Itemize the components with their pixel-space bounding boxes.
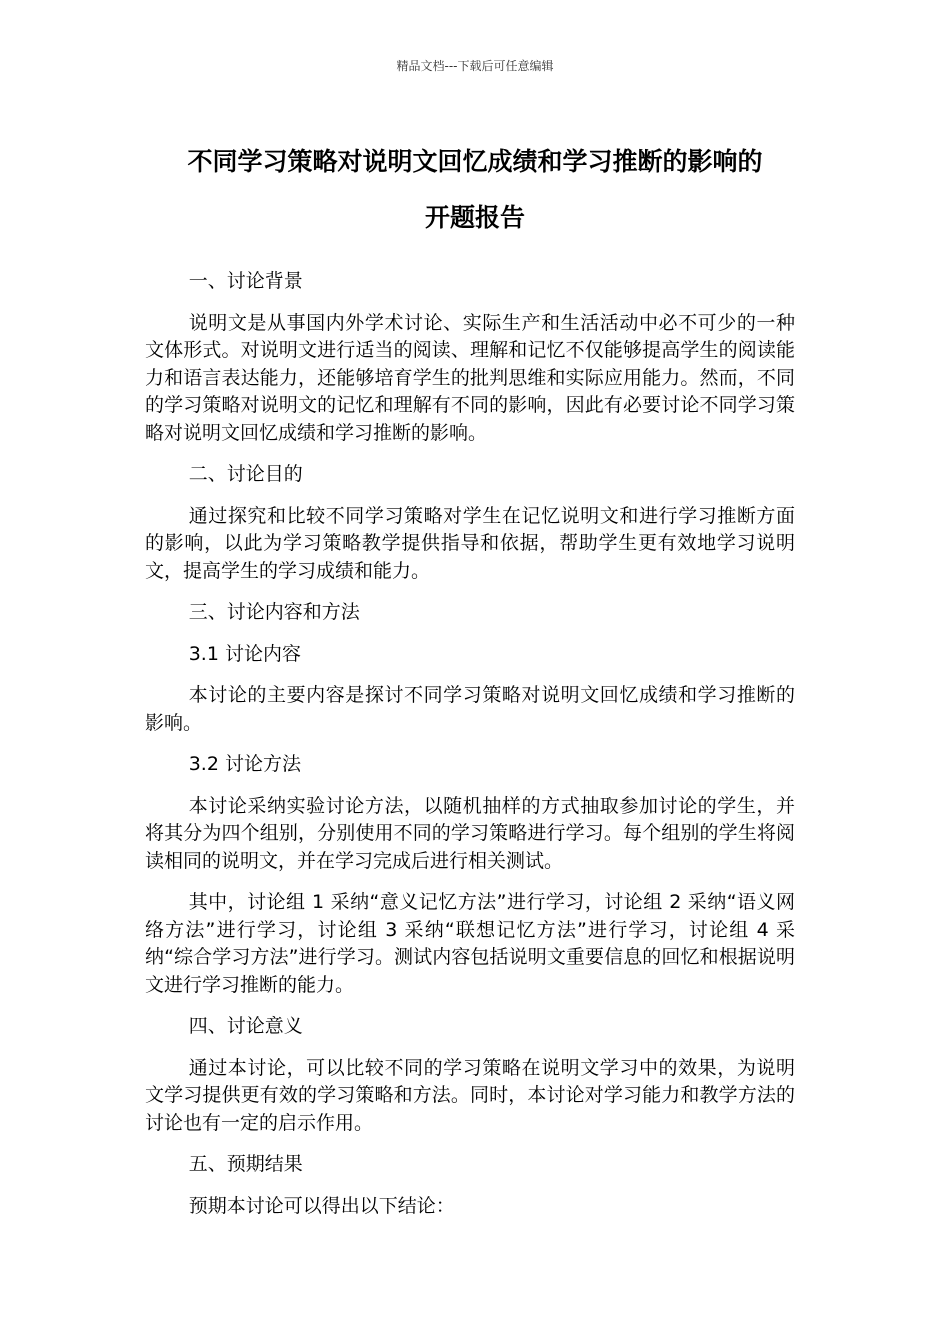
section-heading-purpose: 二、讨论目的 [188, 463, 303, 485]
paragraph-content: 本讨论的主要内容是探讨不同学习策略对说明文回忆成绩和学习推断的影响。 [145, 684, 795, 734]
title-line-2: 开题报告 [424, 203, 525, 232]
paragraph-method: 本讨论采纳实验讨论方法，以随机抽样的方式抽取参加讨论的学生，并将其分为四个组别，分别使用不同的学习策略进行学习。每个组别的学生将阅读相同的说明文，并在学习完成后进行相关测试。 [145, 794, 795, 872]
paragraph-purpose: 通过探究和比较不同学习策略对学生在记忆说明文和进行学习推断方面的影响，以此为学习策略教学提供指导和依据，帮助学生更有效地学习说明文，提高学生的学习成绩和能力。 [145, 504, 795, 582]
section-heading-background: 一、讨论背景 [188, 270, 303, 292]
paragraph-expected-results: 预期本讨论可以得出以下结论： [188, 1194, 455, 1217]
paragraph-significance: 通过本讨论，可以比较不同的学习策略在说明文学习中的效果，为说明文学习提供更有效的学习策略和方法。同时，本讨论对学习能力和教学方法的讨论也有一定的启示作用。 [145, 1056, 795, 1134]
paragraph-background: 说明文是从事国内外学术讨论、实际生产和生活活动中必不可少的一种文体形式。对说明文进行适当的阅读、理解和记忆不仅能够提高学生的阅读能力和语言表达能力，还能够培育学生的批判思维和实际应用能力。然而，不同的学习策略对说明文的记忆和理解有不同的影响，因此有必要讨论不同学习策略对说明文回忆成绩和学习推断的影响。 [145, 311, 795, 444]
subsection-heading-method: 3.2 讨论方法 [188, 753, 301, 775]
document-body [145, 268, 795, 1234]
title-line-1: 不同学习策略对说明文回忆成绩和学习推断的影响的 [187, 147, 763, 176]
paragraph-groups: 其中，讨论组 1 采纳“意义记忆方法”进行学习，讨论组 2 采纳“语义网络方法”进行学习，讨论组 3 采纳“联想记忆方法”进行学习，讨论组 4 采纳“综合学习方法”进行学习。测试内容包括说明文重要信息的回忆和根据说明文进行学习推断的能力。 [145, 891, 795, 996]
section-heading-content-method: 三、讨论内容和方法 [188, 601, 360, 623]
document-title [120, 134, 830, 246]
page-header-note: 精品文档---下载后可任意编辑 [396, 59, 554, 73]
section-heading-expected-results: 五、预期结果 [188, 1153, 303, 1175]
subsection-heading-content: 3.1 讨论内容 [188, 642, 301, 665]
section-heading-significance: 四、讨论意义 [188, 1015, 303, 1037]
